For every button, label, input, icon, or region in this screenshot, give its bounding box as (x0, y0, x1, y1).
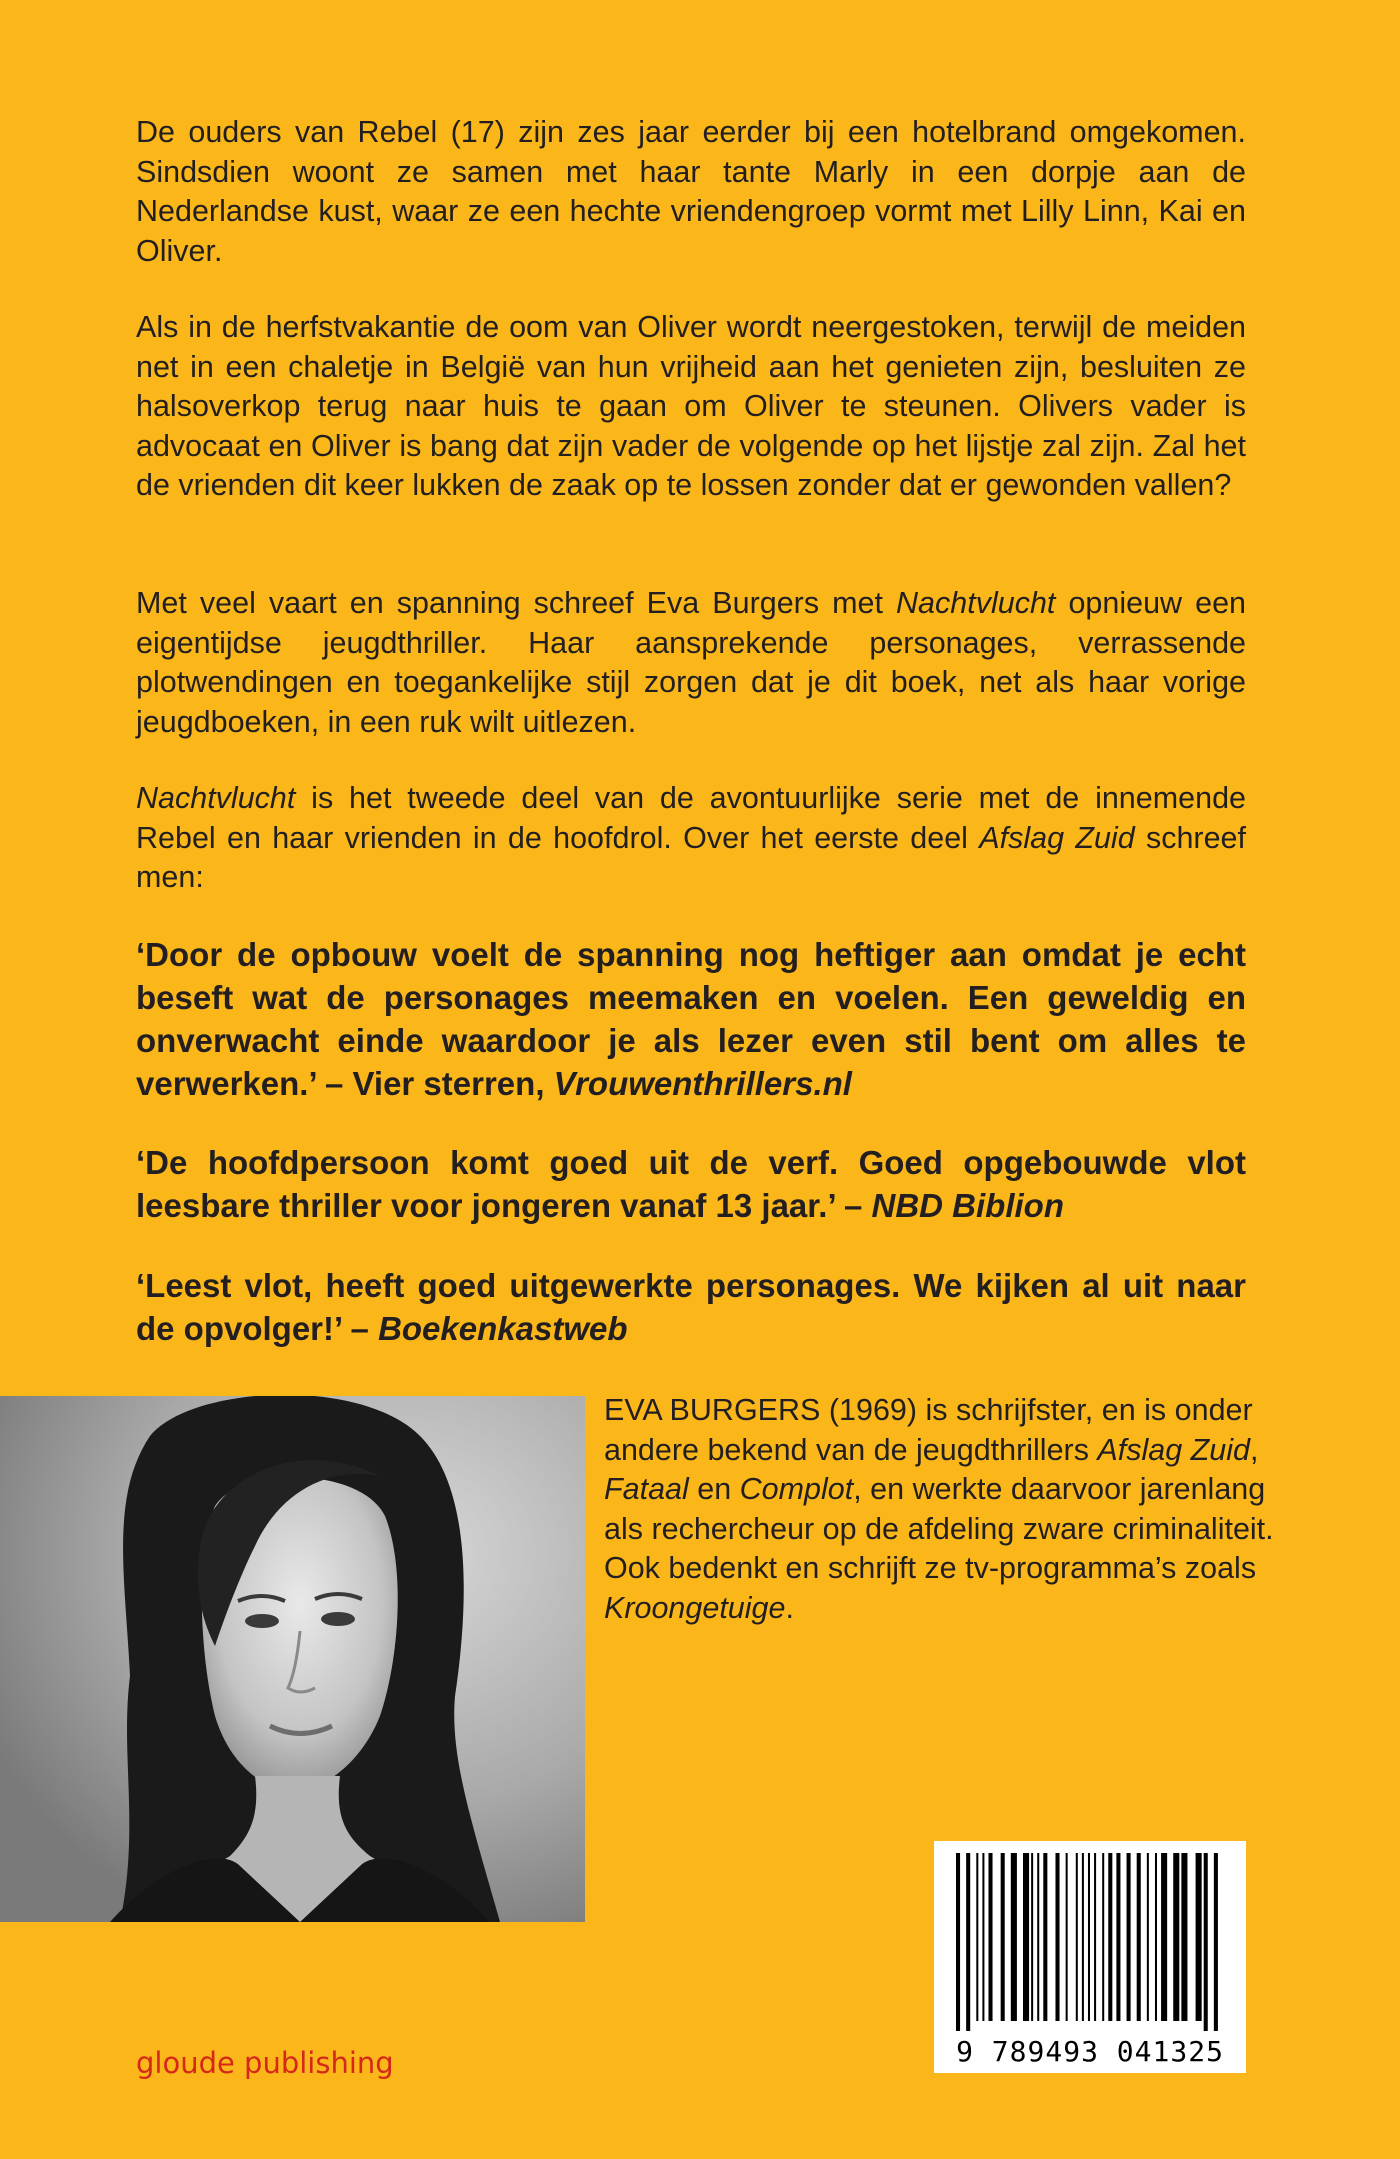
blurb-paragraph-2 (136, 308, 1246, 506)
barcode-bar (1108, 1853, 1112, 2021)
barcode-bars (934, 1841, 1246, 2031)
barcode-bar (1196, 1853, 1202, 2021)
barcode-bar (1173, 1853, 1179, 2021)
blurb-paragraph-4 (136, 779, 1246, 898)
quote-text: ‘Door de opbouw voelt de spanning nog heftiger aan omdat je echt beseft wat de personages meemaken en voelen. Een geweldig en onverwacht einde waardoor je als lezer even stil bent om alles te verwerken.’ – Vier sterren, (136, 936, 1246, 1102)
book-title: Afslag Zuid (1097, 1432, 1250, 1467)
review-quote-2 (136, 1141, 1246, 1227)
isbn-number: 9 789493 041325 (956, 2035, 1224, 2068)
quote-text: ‘Leest vlot, heeft goed uitgewerkte personages. We kijken al uit naar de opvolger!’ – (136, 1267, 1246, 1347)
barcode-bar (1066, 1853, 1068, 2021)
review-quote-3 (136, 1264, 1246, 1350)
barcode-bar (1116, 1853, 1120, 2021)
book-title: Afslag Zuid (979, 820, 1135, 855)
publisher-name: gloude publishing (136, 2046, 394, 2080)
blurb-text: Als in de herfstvakantie de oom van Oliver wordt neergestoken, terwijl de meiden net in een chaletje in België van hun vrijheid aan het genieten zijn, besluiten ze halsoverkop terug naar huis te gaan om Oliver te steunen. Olivers vader is advocaat en Oliver is bang dat zijn vader de volgende op het lijstje zal zijn. Zal het de vrienden dit keer lukken de zaak op te lossen zonder dat er gewonden vallen? (136, 310, 1246, 502)
bio-separator: en (688, 1472, 740, 1506)
author-bio (604, 1391, 1284, 1628)
book-title: Complot (739, 1472, 854, 1506)
barcode-bar (976, 1853, 978, 2021)
tv-programme-title: Kroongetuige (604, 1590, 786, 1625)
barcode-bar (1037, 1853, 1039, 2021)
barcode-bar (1082, 1853, 1084, 2021)
barcode-bar (1011, 1853, 1017, 2021)
quote-source: Vrouwenthrillers.nl (553, 1065, 852, 1102)
barcode-bar (1055, 1853, 1059, 2021)
blurb-text (136, 584, 1246, 742)
barcode-bar (1147, 1853, 1149, 2021)
barcode-bar (956, 1853, 960, 2031)
review-quote-1 (136, 933, 1246, 1105)
barcode-bar (1127, 1853, 1131, 2021)
barcode-bar (1181, 1853, 1187, 2021)
barcode-bar (1043, 1853, 1047, 2021)
barcode-bar (1076, 1853, 1078, 2021)
barcode-bar (988, 1853, 992, 2021)
book-title: Nachtvlucht (136, 781, 296, 815)
blurb-text-part: opnieuw een eigentijdse jeugdthriller. Haar aansprekende personages, verrassende plotwendingen en toegankelijke stijl zorgen dat je dit boek, net als haar vorige jeugdboeken, in een ruk wilt uitlezen. (136, 586, 1247, 739)
barcode-bar (1161, 1853, 1167, 2021)
blurb-text (136, 779, 1246, 898)
bio-text-part: . (785, 1590, 794, 1625)
bio-text (604, 1391, 1284, 1628)
barcode-bar (1088, 1853, 1090, 2021)
blurb-text-part: schreef men: (136, 820, 1246, 894)
quote-text: ‘De hoofdpersoon komt goed uit de verf. Goed opgebouwde vlot leesbare thriller voor jongeren vanaf 13 jaar.’ – (136, 1144, 1246, 1224)
author-portrait-image (0, 1396, 585, 1922)
barcode-bar (1155, 1853, 1157, 2021)
barcode-bar (1001, 1853, 1005, 2021)
bio-text-part: EVA BURGERS (1969) is schrijfster, en is onder andere bekend van de jeugdthrillers (604, 1393, 1253, 1467)
blurb-text-part: Met veel vaart en spanning schreef Eva Burgers met (136, 586, 897, 620)
bio-text-part: , en werkte daarvoor jarenlang als rechercheur op de afdeling zware criminaliteit. Ook bedenkt en schrijft ze tv-programma’s zoals (604, 1472, 1274, 1585)
blurb-paragraph-3 (136, 584, 1246, 742)
quote-source: Boekenkastweb (378, 1310, 628, 1347)
barcode-bar (1031, 1853, 1033, 2021)
book-title: Fataal (604, 1472, 689, 1506)
blurb-text-part: is het tweede deel van de avontuurlijke serie met de innemende Rebel en haar vrienden in de hoofdrol. Over het eerste deel (136, 781, 1246, 855)
barcode-bar (1094, 1853, 1096, 2021)
barcode-bar (982, 1853, 984, 2021)
blurb-paragraph-1 (136, 113, 1246, 271)
bio-separator: , (1250, 1432, 1259, 1467)
barcode-bar (1137, 1853, 1141, 2021)
quote-source: NBD Biblion (871, 1187, 1064, 1224)
barcode-bar (1204, 1853, 1208, 2031)
barcode-bar (1102, 1853, 1104, 2021)
barcode-bar (1023, 1853, 1029, 2021)
isbn-barcode (934, 1841, 1246, 2073)
author-photo (0, 1396, 585, 1922)
book-title: Nachtvlucht (896, 586, 1056, 620)
blurb-text: De ouders van Rebel (17) zijn zes jaar eerder bij een hotelbrand omgekomen. Sindsdien woont ze samen met haar tante Marly in een dorpje aan de Nederlandse kust, waar ze een hechte vriendengroep vormt met Lilly Linn, Kai en Oliver. (136, 115, 1246, 268)
barcode-bar (966, 1853, 970, 2031)
barcode-bar (1214, 1853, 1218, 2031)
